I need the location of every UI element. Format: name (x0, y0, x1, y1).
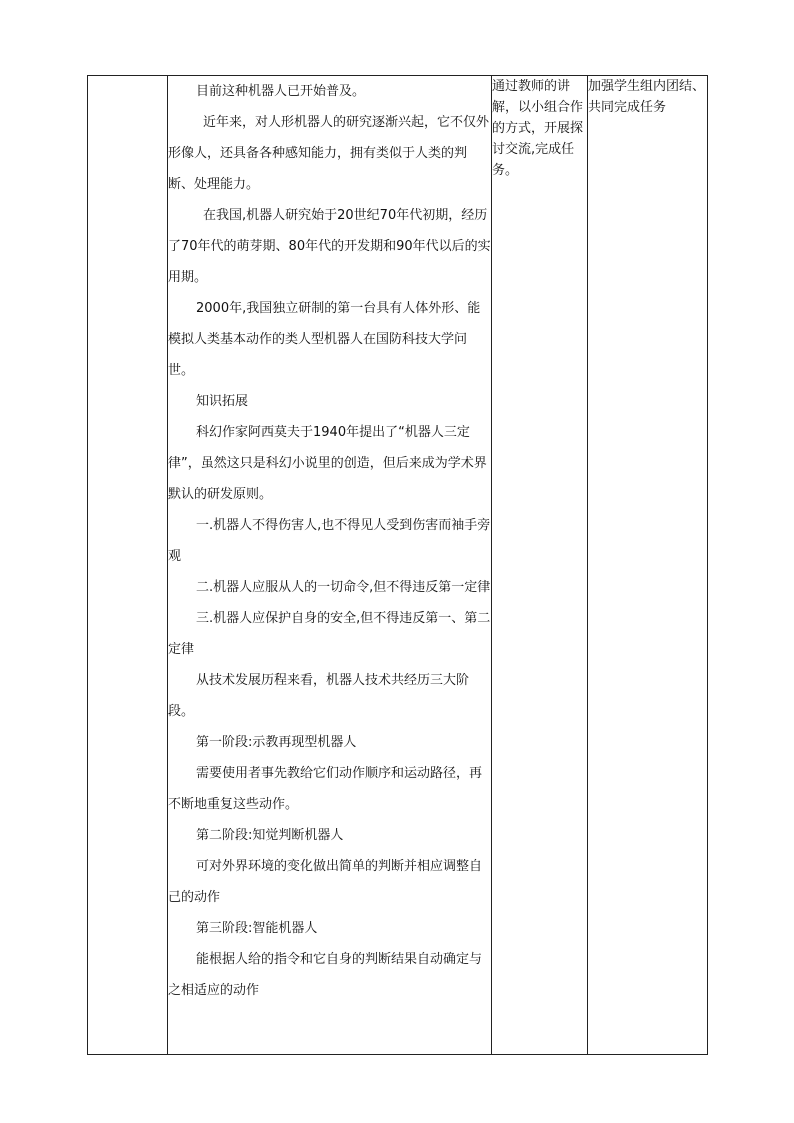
paragraph: 可对外界环境的变化做出简单的判断并相应调整自己的动作 (168, 859, 483, 905)
stage-cell (88, 76, 168, 1055)
paragraph: 在我国,机器人研究始于20世纪70年代初期，经历了70年代的萌芽期、80年代的开发期和90年代以后的实用期。 (168, 208, 491, 285)
law-item: 二.机器人应服从人的一切命令,但不得违反第一定律 (196, 580, 491, 595)
section-heading: 知识拓展 (196, 394, 249, 409)
paragraph: 需要使用者事先教给它们动作顺序和运动路径，再不断地重复这些动作。 (168, 766, 483, 812)
paragraph: 近年来，对人形机器人的研究逐渐兴起，它不仅外形像人，还具备各种感知能力，拥有类似于人类的判断、处理能力。 (168, 115, 490, 192)
stage-heading: 第三阶段:智能机器人 (196, 921, 318, 936)
paragraph: 目前这种机器人已开始普及。 (196, 84, 366, 99)
law-item: 一.机器人不得伤害人,也不得见人受到伤害而袖手旁观 (168, 518, 491, 564)
design-intent-cell (588, 76, 708, 1055)
paragraph: 2000年,我国独立研制的第一台具有人体外形、能模拟人类基本动作的类人型机器人在国防科技大学问世。 (168, 301, 481, 378)
paragraph: 科幻作家阿西莫夫于1940年提出了“机器人三定律”，虽然这只是科幻小说里的创造，但后来成为学术界默认的研发原则。 (168, 425, 487, 502)
stage-heading: 第二阶段:知觉判断机器人 (196, 828, 344, 843)
teacher-activity-text: 通过教师的讲解，以小组合作的方式，开展探讨交流,完成任务。 (492, 79, 584, 178)
paragraph: 从技术发展历程来看，机器人技术共经历三大阶段。 (168, 673, 470, 719)
content-cell (168, 76, 492, 1055)
paragraph: 能根据人给的指令和它自身的判断结果自动确定与之相适应的动作 (168, 952, 483, 998)
table-row (88, 76, 708, 1055)
lesson-plan-table (87, 75, 708, 1055)
teacher-activity-cell (492, 76, 588, 1055)
stage-heading: 第一阶段:示教再现型机器人 (196, 735, 357, 750)
design-intent-text: 加强学生组内团结、共同完成任务 (588, 79, 706, 115)
law-item: 三.机器人应保护自身的安全,但不得违反第一、第二定律 (168, 611, 491, 657)
